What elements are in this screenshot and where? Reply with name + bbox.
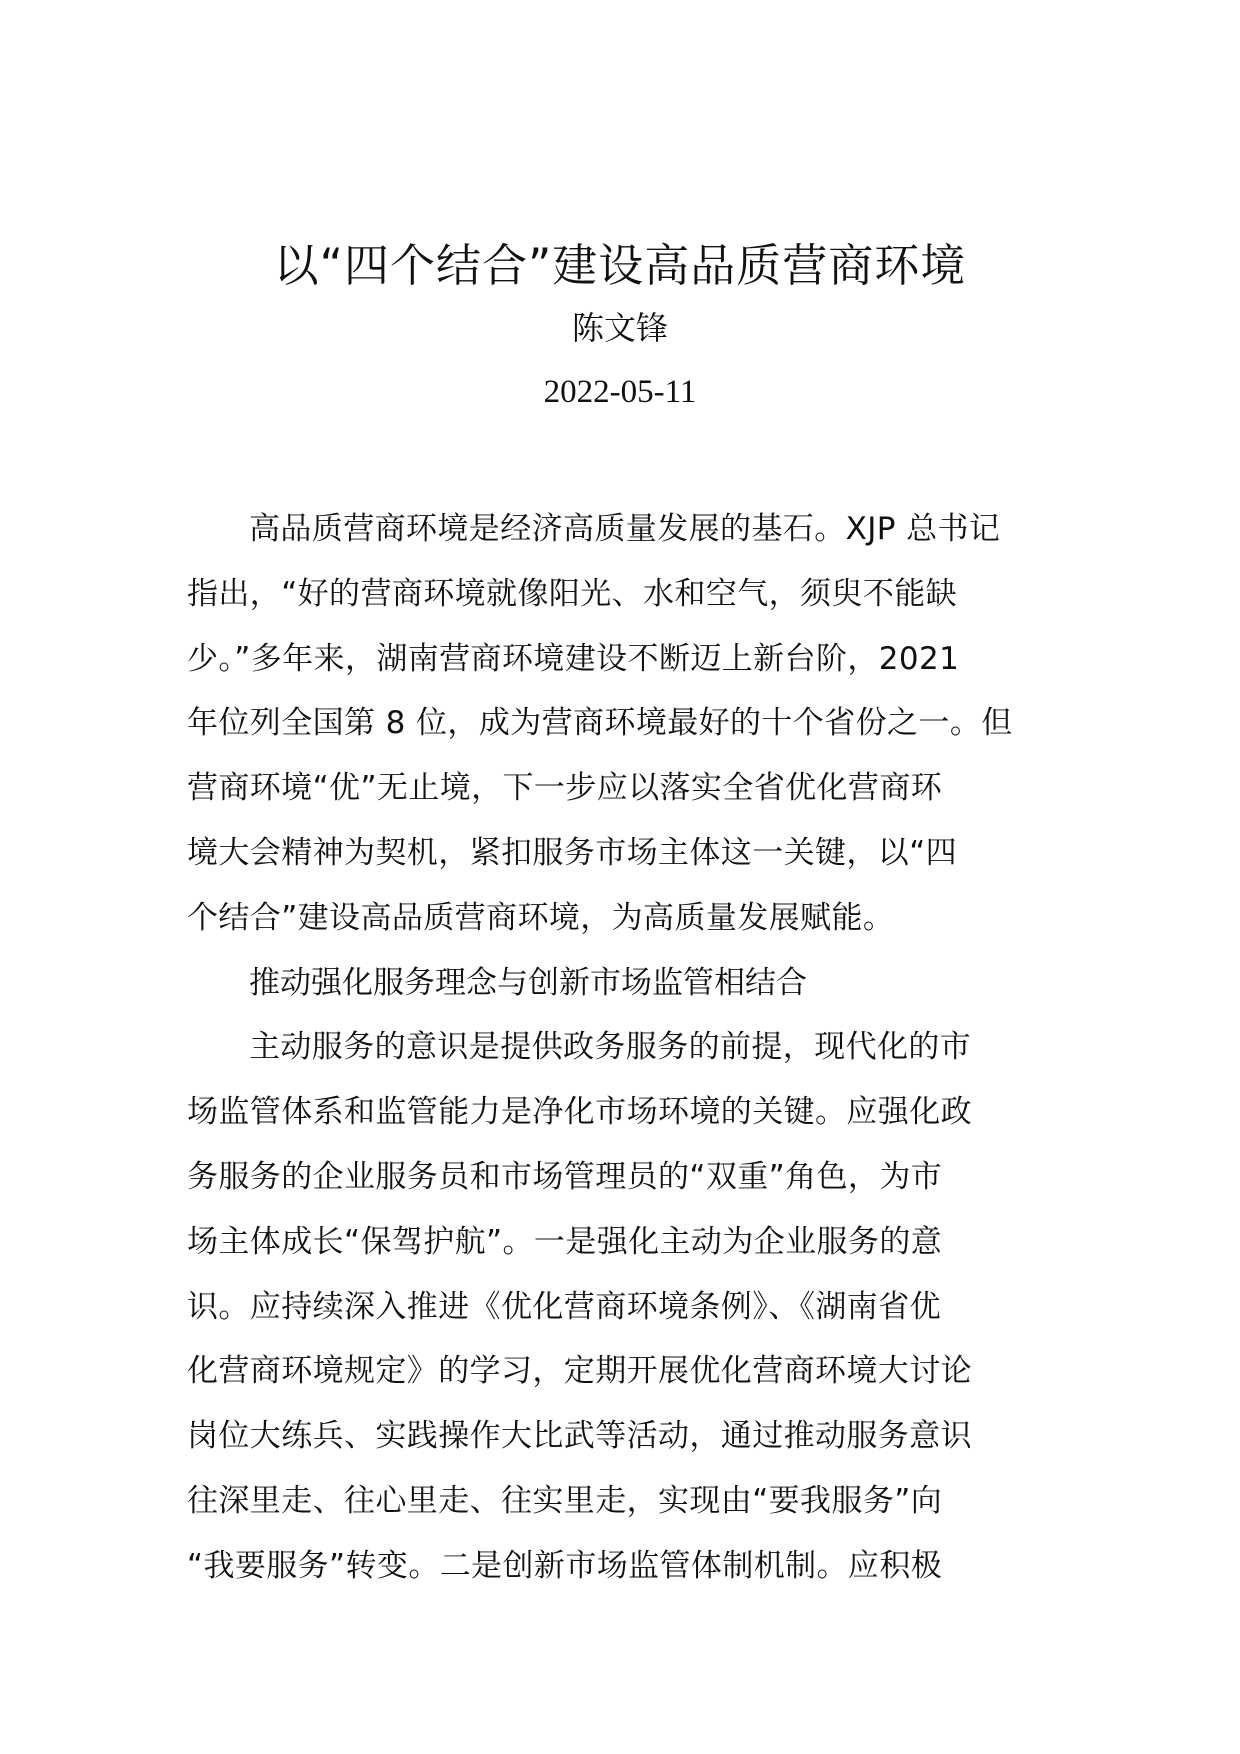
text-line: 指出，“好的营商环境就像阳光、水和空气，须臾不能缺 [187, 575, 958, 612]
text-line: 场主体成长“保驾护航”。一是强化主动为企业服务的意 [187, 1223, 943, 1260]
text-line: 岗位大练兵、实践操作大比武等活动，通过推动服务意识 [187, 1418, 972, 1455]
paragraph-service [187, 1015, 1051, 1598]
article-body [187, 497, 1051, 1599]
text-line: 境大会精神为契机，紧扣服务市场主体这一关键，以“四 [187, 834, 958, 871]
section-heading: 推动强化服务理念与创新市场监管相结合 [249, 964, 807, 1001]
text-line: “我要服务”转变。二是创新市场监管体制机制。应积极 [187, 1547, 943, 1584]
article-date: 2022-05-11 [543, 374, 697, 410]
text-line: 年位列全国第 8 位，成为营商环境最好的十个省份之一。但 [187, 705, 1013, 742]
text-line: 化营商环境规定》的学习，定期开展优化营商环境大讨论 [187, 1353, 972, 1390]
text-line: 务服务的企业服务员和市场管理员的“双重”角色，为市 [187, 1158, 943, 1195]
text-line: 识。应持续深入推进《优化营商环境条例》、《湖南省优 [187, 1288, 941, 1325]
article-author: 陈文锋 [571, 309, 668, 347]
text-line: 往深里走、往心里走、往实里走，实现由“要我服务”向 [187, 1482, 943, 1519]
text-line: 场监管体系和监管能力是净化市场环境的关键。应强化政 [187, 1094, 972, 1131]
text-line: 少。”多年来，湖南营商环境建设不断迈上新台阶，2021 [187, 640, 960, 677]
text-line: 营商环境“优”无止境，下一步应以落实全省优化营商环 [187, 770, 943, 807]
text-line: 个结合”建设高品质营商环境，为高质量发展赋能。 [187, 899, 895, 936]
paragraph-intro [187, 497, 1051, 951]
text-line: 高品质营商环境是经济高质量发展的基石。XJP 总书记 [249, 511, 1001, 547]
text-line: 主动服务的意识是提供政务服务的前提，现代化的市 [249, 1029, 972, 1066]
article-title: 以“四个结合”建设高品质营商环境 [273, 239, 967, 292]
